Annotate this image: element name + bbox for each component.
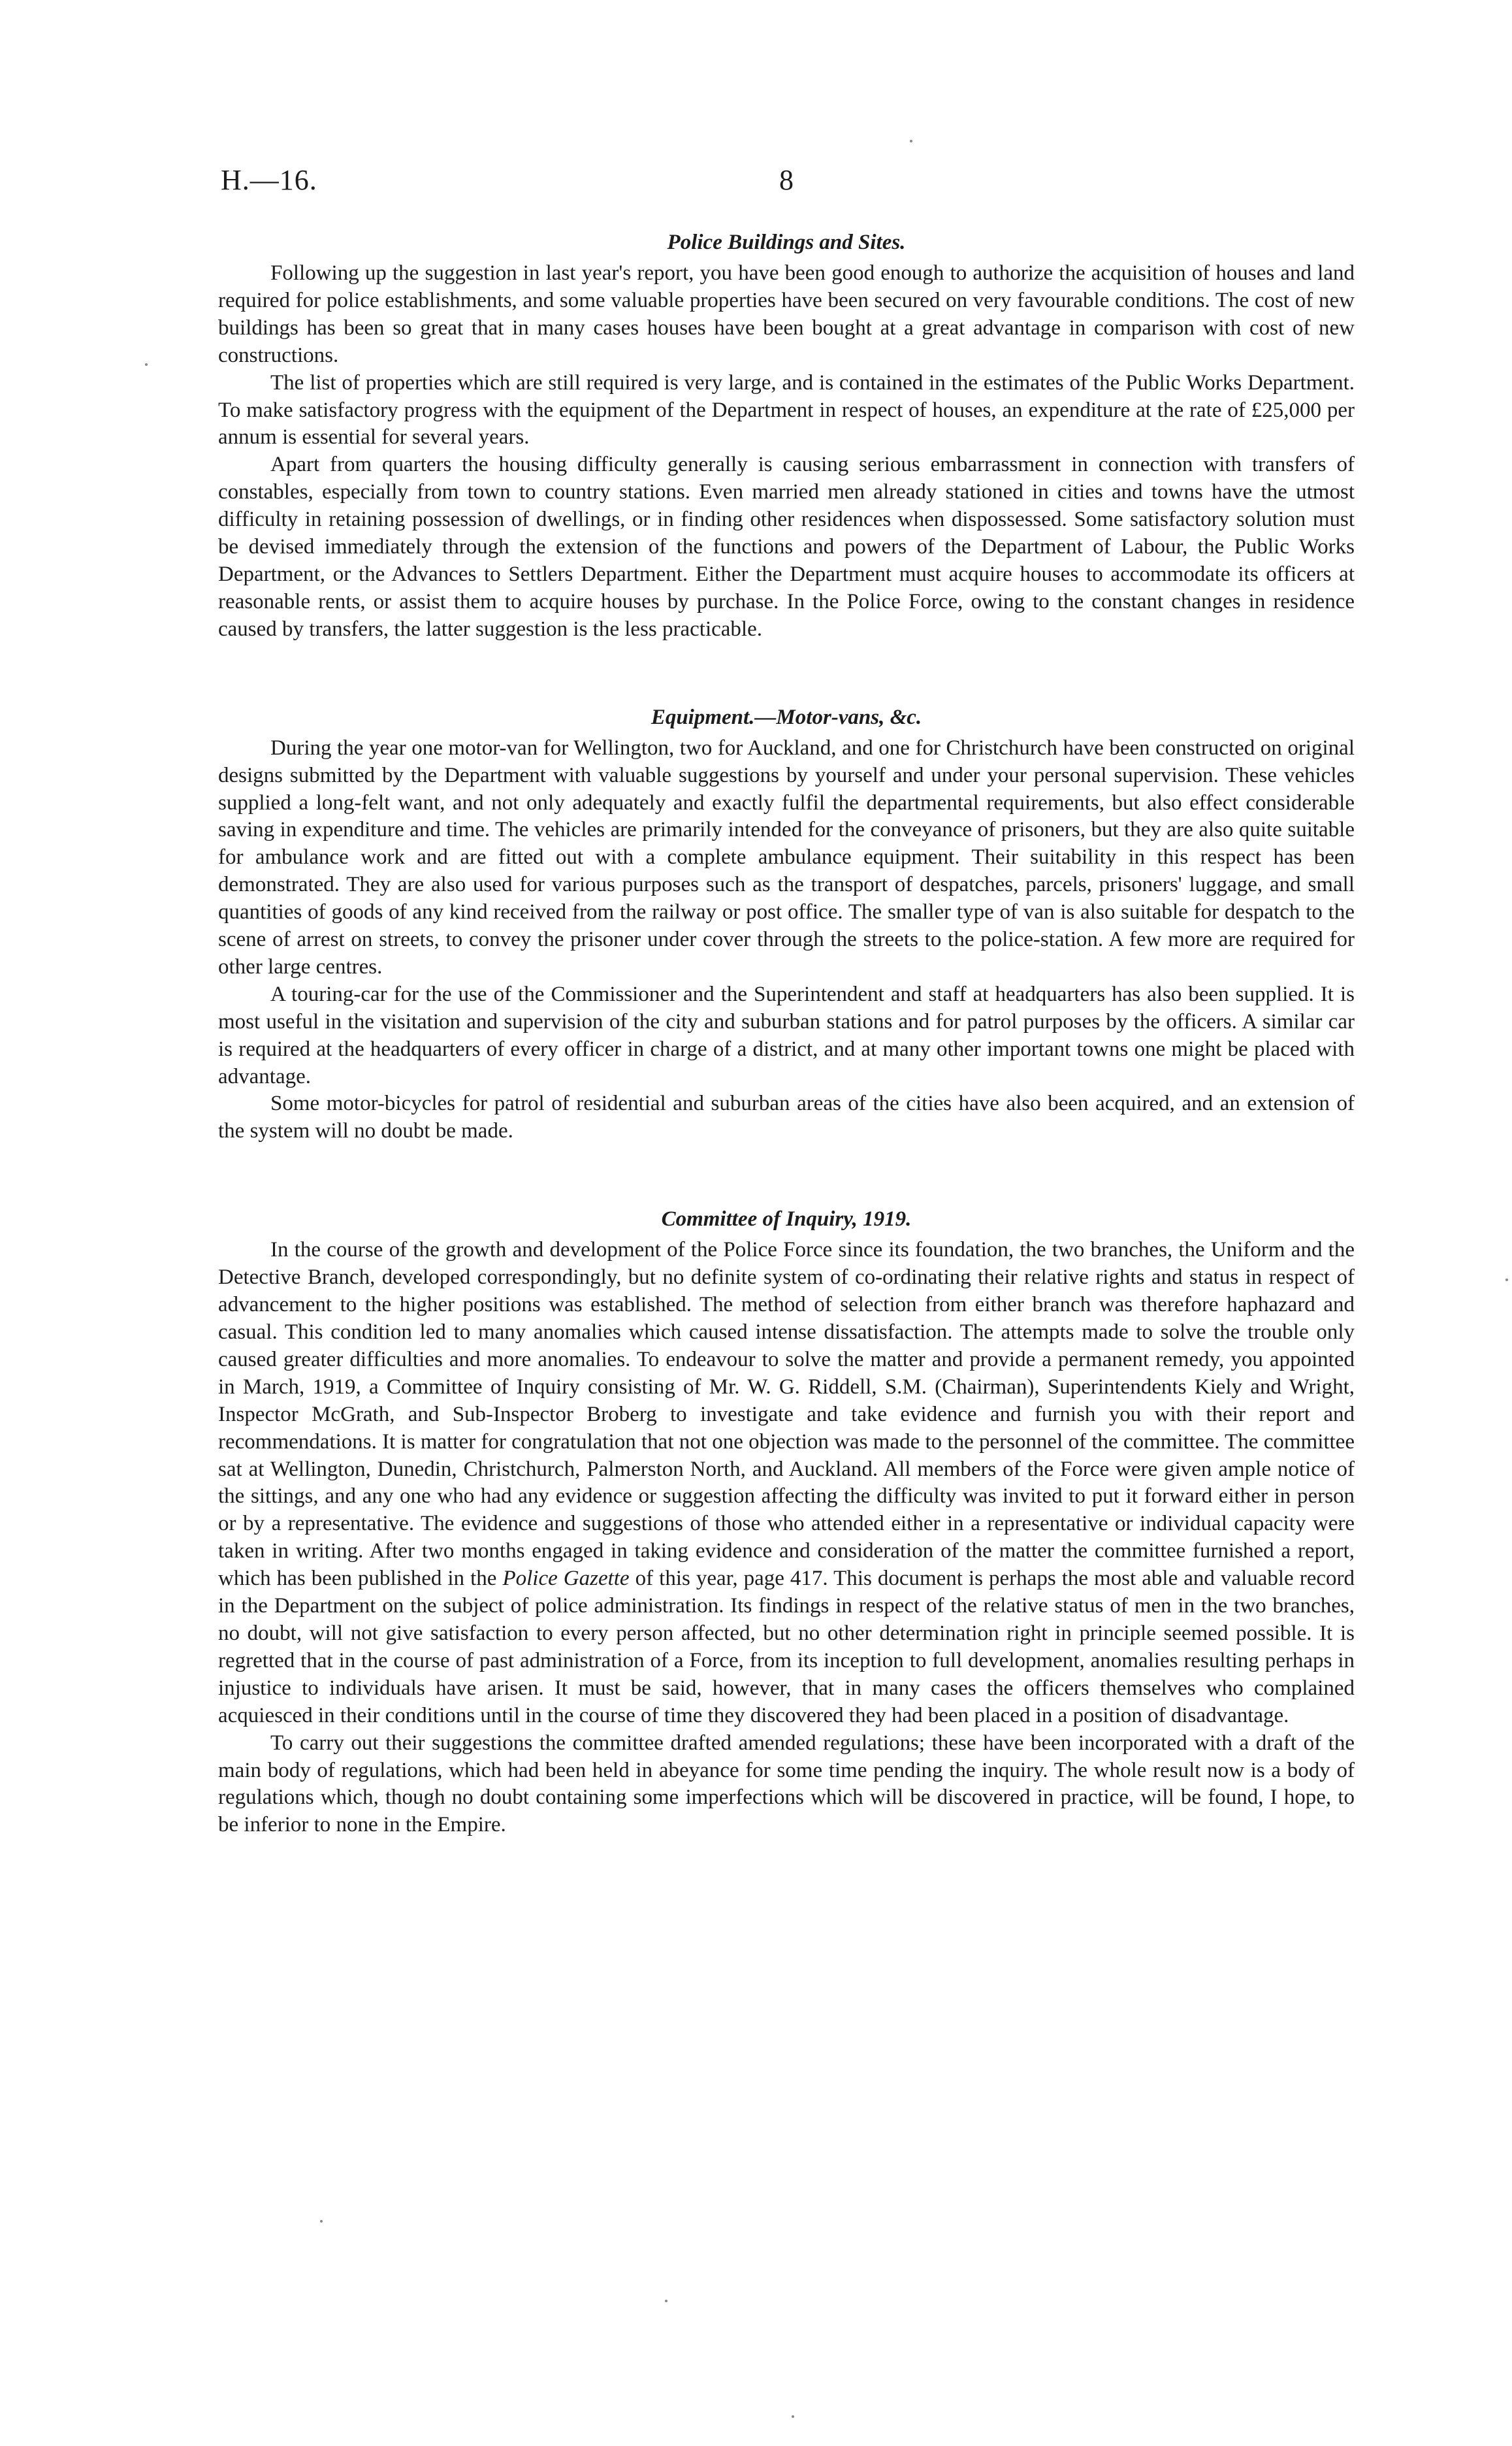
print-speck xyxy=(792,2415,794,2418)
paragraph xyxy=(218,1237,1355,1729)
paragraph-text: In the course of the growth and development of the Police Force since its foundation, the two branches, the Uniform and the Detective Branch, developed correspondingly, but no definite system of co-ordinating their relative rights and status in respect of advancement to the higher positions was established. The method of selection from either branch was therefore haphazard and casual. This condition led to many anomalies which caused intense dissatisfaction. The attempts made to solve the trouble only caused greater difficulties and more anomalies. To endeavour to solve the matter and provide a permanent remedy, you appointed in March, 1919, a Committee of Inquiry consisting of Mr. W. G. Riddell, S.M. (Chairman), Superintendents Kiely and Wright, Inspector McGrath, and Sub-Inspector Broberg to investigate and take evidence and furnish you with their report and recommendations. It is matter for congratulation that not one objection was made to the personnel of the committee. The committee sat at Wellington, Dunedin, Christchurch, Palmerston North, and Auckland. All members of the Force were given ample notice of the sittings, and any one who had any evidence or suggestion affecting the difficulty was invited to put it forward either in person or by a representative. The evidence and suggestions of those who attended either in a representative or individual capacity were taken in writing. After two months engaged in taking evidence and consideration of the matter the committee furnished a report, which has been published in the xyxy=(218,1238,1355,1591)
print-speck xyxy=(145,363,148,366)
paragraph: Apart from quarters the housing difficulty generally is causing serious embarrassment in connection with transfers of constables, especially from town to country stations. Even married men already stationed in cities and towns have the utmost difficulty in retaining possession of dwellings, or in finding other residences when dispossessed. Some satisfactory solution must be devised immediately through the extension of the functions and powers of the Department of Labour, the Public Works Department, or the Advances to Settlers Department. Either the Department must acquire houses to accommodate its officers at reasonable rents, or assist them to acquire houses by purchase. In the Police Force, owing to the constant changes in residence caused by transfers, the latter suggestion is the less practicable. xyxy=(218,453,1355,641)
paragraph: Some motor-bicycles for patrol of residential and suburban areas of the cities have also been acquired, and an extension of the system will no doubt be made. xyxy=(218,1092,1355,1143)
section-committee-of-inquiry xyxy=(218,1205,1355,1839)
paragraph: During the year one motor-van for Wellington, two for Auckland, and one for Christchurch have been constructed on original designs submitted by the Department with valuable suggestions by yourself and under your personal supervision. These vehicles supplied a long-felt want, and not only adequately and exactly fulfil the departmental requirements, but also effect considerable saving in expenditure and time. The vehicles are primarily intended for the conveyance of prisoners, but they are also quite suitable for ambulance work and are fitted out with a complete ambulance equipment. Their suitability in this respect has been demonstrated. They are also used for various purposes such as the transport of despatches, parcels, prisoners' luggage, and small quantities of goods of any kind received from the railway or post office. The smaller type of van is also suitable for despatch to the scene of arrest on streets, to convey the prisoner under cover through the streets to the police-station. A few more are required for other large centres. xyxy=(218,736,1355,979)
paragraph: Following up the suggestion in last year's report, you have been good enough to authorize the acquisition of houses and land required for police establishments, and some valuable properties have been secured on very favourable conditions. The cost of new buildings has been so great that in many cases houses have been bought at a great advantage in comparison with cost of new constructions. xyxy=(218,261,1355,367)
print-speck xyxy=(910,140,912,142)
print-speck xyxy=(665,2300,668,2302)
print-speck xyxy=(1505,1279,1508,1281)
paragraph-text-continued: of this year, page 417. This document is perhaps the most able and valuable record in the Department on the subject of police administration. Its findings in respect of the relative status of men in the two branches, no doubt, will not give satisfaction to every person affected, but no other determination right in principle seemed possible. It is regretted that in the course of past administration of a Force, from its inception to full development, anomalies resulting perhaps in injustice to individuals have arisen. It must be said, however, that in many cases the officers themselves who complained acquiesced in their conditions until in the course of time they discovered they had been placed in a position of disadvantage. xyxy=(218,1567,1355,1727)
page-content xyxy=(218,229,1355,1839)
italic-publication-title: Police Gazette xyxy=(502,1567,630,1591)
paragraph: The list of properties which are still required is very large, and is contained in the estimates of the Public Works Department. To make satisfactory progress with the equipment of the Department in respect of houses, an expenditure at the rate of £25,000 per annum is essential for several years. xyxy=(218,370,1355,449)
page-header xyxy=(0,163,1512,209)
section-heading: Equipment.—Motor-vans, &c. xyxy=(651,705,922,729)
print-speck xyxy=(320,2220,323,2223)
section-heading: Committee of Inquiry, 1919. xyxy=(661,1207,912,1231)
paragraph: A touring-car for the use of the Commissioner and the Superintendent and staff at headquarters has also been supplied. It is most useful in the visitation and supervision of the city and suburban stations and for patrol purposes by the officers. A similar car is required at the headquarters of every officer in charge of a district, and at many other important towns one might be placed with advantage. xyxy=(218,982,1355,1088)
document-reference: H.—16. xyxy=(221,164,317,196)
section-equipment xyxy=(218,704,1355,1146)
paragraph: To carry out their suggestions the committee drafted amended regulations; these have been incorporated with a draft of the main body of regulations, which had been held in abeyance for some time pending the inquiry. The whole result now is a body of regulations which, though no doubt containing some imperfections which will be discovered in practice, will be found, I hope, to be inferior to none in the Empire. xyxy=(218,1731,1355,1837)
page-number: 8 xyxy=(779,164,794,196)
section-heading: Police Buildings and Sites. xyxy=(667,231,906,254)
section-police-buildings xyxy=(218,229,1355,644)
